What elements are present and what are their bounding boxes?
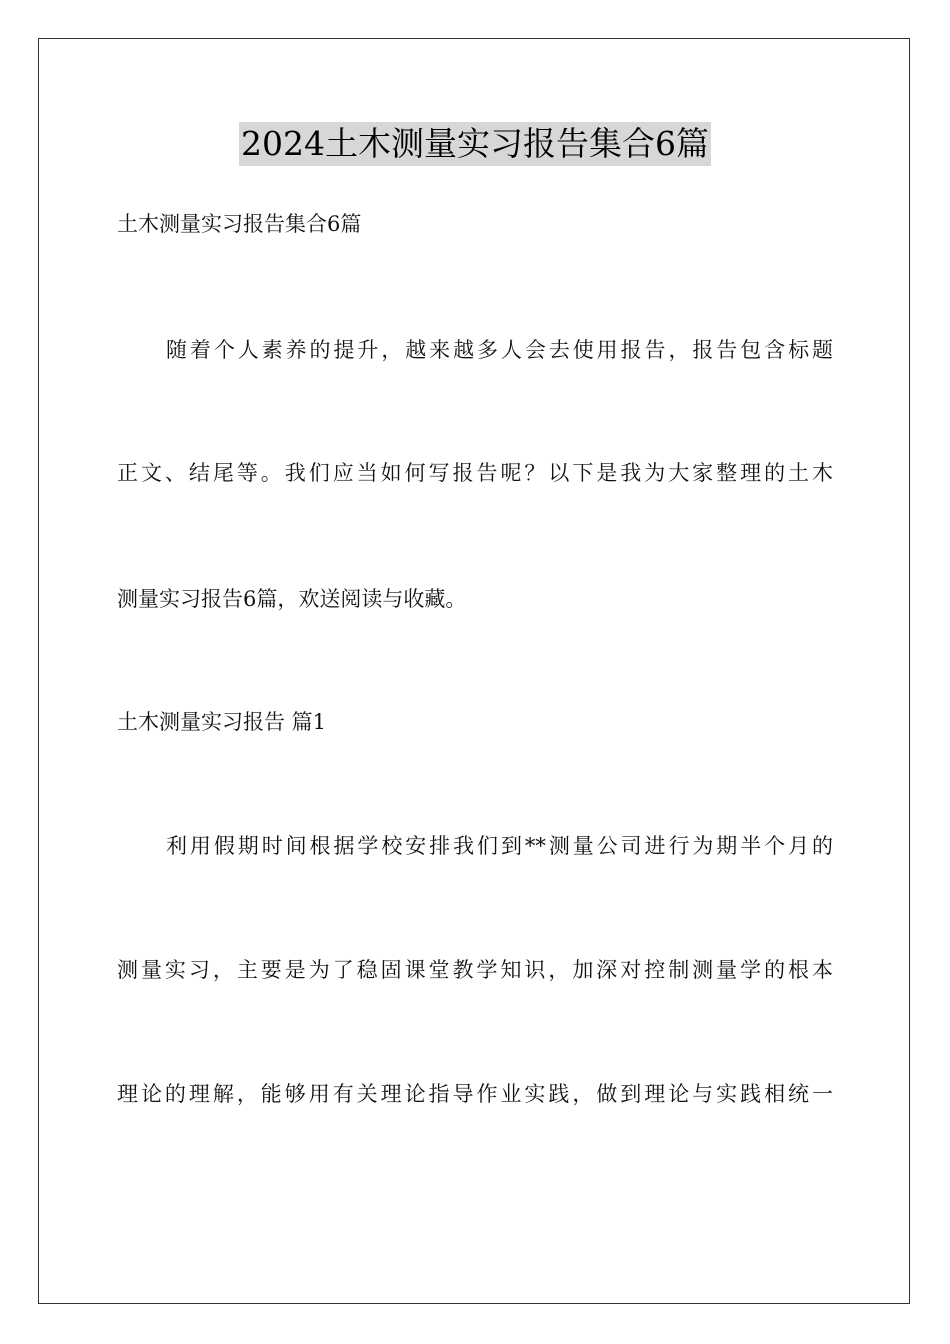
- body-line-2: 测量实习，主要是为了稳固课堂教学知识，加深对控制测量学的根本: [117, 958, 833, 982]
- intro-line-3: 测量实习报告6篇，欢送阅读与收藏。: [117, 587, 467, 611]
- section-heading: 土木测量实习报告 篇1: [117, 710, 327, 734]
- intro-line-1: 随着个人素养的提升，越来越多人会去使用报告，报告包含标题: [166, 338, 833, 362]
- document-title: 2024土木测量实习报告集合6篇: [239, 122, 711, 166]
- document-subtitle: 土木测量实习报告集合6篇: [117, 212, 362, 236]
- intro-line-2: 正文、结尾等。我们应当如何写报告呢？以下是我为大家整理的土木: [117, 461, 833, 485]
- title-container: [0, 122, 950, 166]
- body-line-3: 理论的理解，能够用有关理论指导作业实践，做到理论与实践相统一: [117, 1082, 833, 1106]
- body-line-1: 利用假期时间根据学校安排我们到**测量公司进行为期半个月的: [166, 834, 833, 858]
